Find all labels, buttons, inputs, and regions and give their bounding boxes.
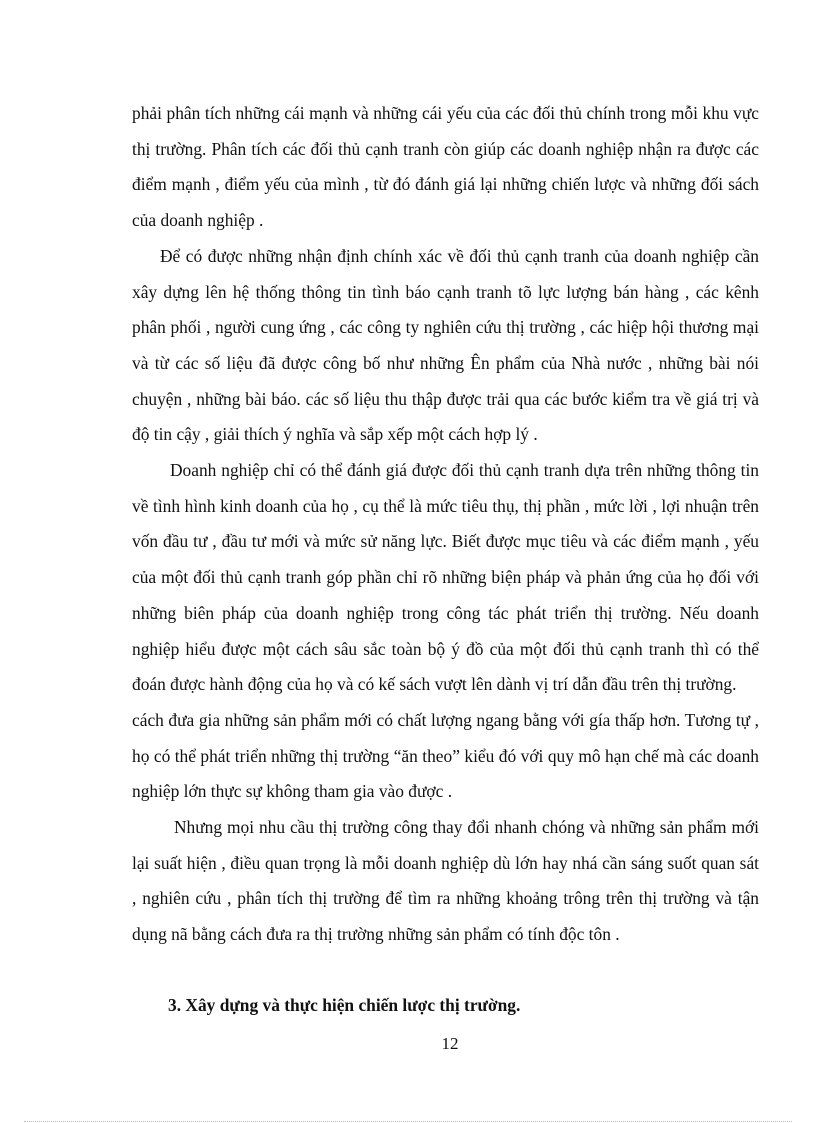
paragraph-competitor-evaluation: Doanh nghiệp chỉ có thể đánh giá được đối thủ cạnh tranh dựa trên những thông tin về tình hình kinh doanh của họ , cụ thể là mức tiêu thụ, thị phần , mức lời , lợi nhuận trên vốn đầu tư , đầu tư mới và mức sử năng lực. Biết được mục tiêu và các điểm mạnh , yếu của một đối thủ cạnh tranh góp phần chỉ rõ những biện pháp và phản ứng của họ đối với những biên pháp của doanh nghiệp trong công tác phát triển thị trường. Nếu doanh nghiệp hiểu được một cách sâu sắc toàn bộ ý đồ của một đối thủ cạnh tranh thì có thể đoán được hành động của họ và có kế sách vượt lên dành vị trí dẫn đầu trên thị trường.: [132, 460, 759, 695]
section-heading: 3. Xây dựng và thực hiện chiến lược thị trường.: [168, 995, 521, 1015]
paragraph-market-changes: Nhưng mọi nhu cầu thị trường công thay đổi nhanh chóng và những sản phẩm mới lại suất hiện , điều quan trọng là mỗi doanh nghiệp dù lớn hay nhá cần sáng suốt quan sát , nghiên cứu , phân tích thị trường để tìm ra những khoảng trông trên thị trường và tận dụng nã bằng cách đưa ra thị trường những sản phẩm có tính độc tôn .: [132, 817, 759, 945]
paragraph-competitor-analysis: phải phân tích những cái mạnh và những cái yếu của các đối thủ chính trong mỗi khu vực thị trường. Phân tích các đối thủ cạnh tranh còn giúp các doanh nghiệp nhận ra được các điểm mạnh , điểm yếu của mình , từ đó đánh giá lại những chiến lược và những đối sách của doanh nghiệp .: [132, 103, 759, 231]
body-text: [132, 96, 759, 953]
page-bottom-divider: [24, 1121, 792, 1122]
paragraph-intelligence-system: Để có được những nhận định chính xác về đối thủ cạnh tranh của doanh nghiệp cần xây dựng lên hệ thống thông tin tình báo cạnh tranh tõ lực lượng bán hàng , các kênh phân phối , người cung ứng , các công ty nghiên cứu thị trường , các hiệp hội thương mại và từ các số liệu đã được công bố như những Ên phẩm của Nhà nước , những bài nói chuyện , những bài báo. các số liệu thu thập được trải qua các bước kiểm tra về giá trị và độ tin cậy , giải thích ý nghĩa và sắp xếp một cách hợp lý .: [132, 245, 759, 445]
page-number: 12: [441, 1034, 459, 1053]
paragraph-new-products: cách đưa gia những sản phẩm mới có chất lượng ngang bằng với gía thấp hơn. Tương tự , họ có thể phát triển những thị trường “ăn theo” kiểu đó với quy mô hạn chế mà các doanh nghiệp lớn thực sự không tham gia vào được .: [132, 709, 759, 802]
